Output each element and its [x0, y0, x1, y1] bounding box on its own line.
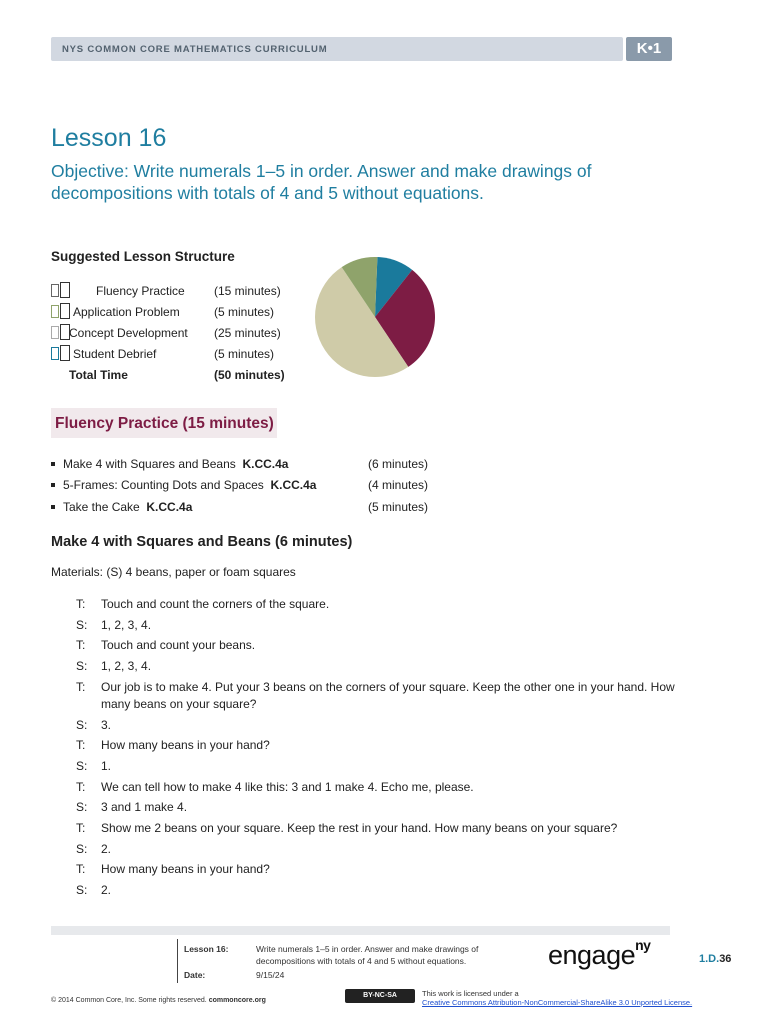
dialogue-text: Show me 2 beans on your square. Keep the rest in your hand. How many beans on your square? [101, 821, 618, 835]
footer-lesson-desc-line2: decompositions with totals of 4 and 5 without equations. [256, 956, 467, 966]
dialogue-text: We can tell how to make 4 like this: 3 and 1 make 4. Echo me, please. [101, 780, 474, 794]
structure-marker-icon [51, 347, 59, 360]
footer-divider [177, 939, 178, 983]
structure-row-minutes: (25 minutes) [214, 326, 281, 340]
structure-marker-icon [51, 305, 59, 318]
structure-row-label: Fluency Practice [96, 284, 185, 298]
dialogue-text: 2. [101, 883, 112, 897]
engageny-logo: engage$^{ny}$ [548, 937, 651, 970]
fluency-item-text: Take the Cake [63, 500, 140, 514]
dialogue-speaker: T: [76, 780, 86, 794]
dialogue-speaker: T: [76, 597, 86, 611]
dialogue-speaker: T: [76, 862, 86, 876]
footer-date: 9/15/24 [256, 970, 285, 980]
lesson-structure-pie-chart [313, 255, 437, 379]
dialogue-speaker: T: [76, 821, 86, 835]
dialogue-text: Our job is to make 4. Put your 3 beans on the corners of your square. Keep the other one in your hand. How many beans on your square? [101, 680, 675, 711]
dialogue-speaker: S: [76, 618, 88, 632]
fluency-item-minutes: (6 minutes) [368, 457, 429, 471]
total-time-minutes: (50 minutes) [214, 368, 285, 382]
dialogue-text: How many beans in your hand? [101, 862, 270, 876]
dialogue-text: 3. [101, 718, 112, 732]
structure-row-minutes: (5 minutes) [214, 347, 275, 361]
activity-heading: Make 4 with Squares and Beans (6 minutes) [51, 534, 353, 550]
fluency-item-code: K.CC.4a [146, 500, 193, 514]
dialogue-speaker: S: [76, 883, 88, 897]
bullet-icon [51, 462, 55, 466]
bullet-icon [51, 483, 55, 487]
dialogue-speaker: S: [76, 718, 88, 732]
bullet-icon [51, 505, 55, 509]
lesson-title: Lesson 16 [51, 124, 167, 152]
structure-marker-icon [51, 284, 59, 297]
dialogue-text: Touch and count your beans. [101, 638, 256, 652]
dialogue-speaker: T: [76, 738, 86, 752]
footer-bar [51, 926, 670, 935]
dialogue-text: 1, 2, 3, 4. [101, 618, 152, 632]
structure-row-label: Concept Development [69, 326, 188, 340]
activity-materials: Materials: (S) 4 beans, paper or foam squares [51, 565, 296, 579]
structure-marker-icon [60, 303, 70, 319]
dialogue-text: 1. [101, 759, 112, 773]
total-time-label: Total Time [69, 368, 128, 382]
dialogue-text: How many beans in your hand? [101, 738, 270, 752]
dialogue-text: 1, 2, 3, 4. [101, 659, 152, 673]
structure-row-label: Application Problem [73, 305, 180, 319]
dialogue-text: Touch and count the corners of the square. [101, 597, 330, 611]
fluency-item-code: K.CC.4a [270, 478, 317, 492]
dialogue-speaker: T: [76, 680, 86, 694]
structure-heading: Suggested Lesson Structure [51, 249, 235, 264]
fluency-item-minutes: (5 minutes) [368, 500, 429, 514]
footer-lesson-label: Lesson 16: [184, 944, 229, 954]
creative-commons-badge: BY-NC-SA [345, 989, 415, 1003]
dialogue-speaker: S: [76, 759, 88, 773]
fluency-title: Fluency Practice (15 minutes) [55, 415, 274, 432]
structure-marker-icon [60, 345, 70, 361]
dialogue-speaker: T: [76, 638, 86, 652]
fluency-item-code: K.CC.4a [242, 457, 289, 471]
dialogue-speaker: S: [76, 659, 88, 673]
dialogue-text: 2. [101, 842, 112, 856]
license-text: This work is licensed under a [422, 989, 519, 998]
page-number: 1.D.36 [699, 953, 732, 965]
fluency-item-text: Make 4 with Squares and Beans [63, 457, 236, 471]
license-link[interactable]: Creative Commons Attribution-NonCommercial-ShareAlike 3.0 Unported License. [422, 998, 693, 1007]
structure-row-minutes: (15 minutes) [214, 284, 281, 298]
footer-date-label: Date: [184, 970, 206, 980]
copyright-notice: © 2014 Common Core, Inc. Some rights reserved. commoncore.org [51, 997, 266, 1004]
dialogue-speaker: S: [76, 842, 88, 856]
structure-marker-icon [60, 282, 70, 298]
structure-row-minutes: (5 minutes) [214, 305, 275, 319]
lesson-objective: Objective: Write numerals 1–5 in order. Answer and make drawings of decompositions with totals of 4 and 5 without equations. [51, 161, 592, 203]
structure-marker-icon [51, 326, 59, 339]
structure-row-label: Student Debrief [73, 347, 157, 361]
fluency-item-text: 5-Frames: Counting Dots and Spaces [63, 478, 264, 492]
curriculum-title: NYS COMMON CORE MATHEMATICS CURRICULUM [62, 44, 328, 55]
fluency-item-minutes: (4 minutes) [368, 478, 429, 492]
footer-lesson-desc-line1: Write numerals 1–5 in order. Answer and make drawings of [256, 944, 479, 954]
dialogue-speaker: S: [76, 800, 88, 814]
dialogue-text: 3 and 1 make 4. [101, 800, 188, 814]
grade-module-badge: K•1 [626, 37, 672, 61]
